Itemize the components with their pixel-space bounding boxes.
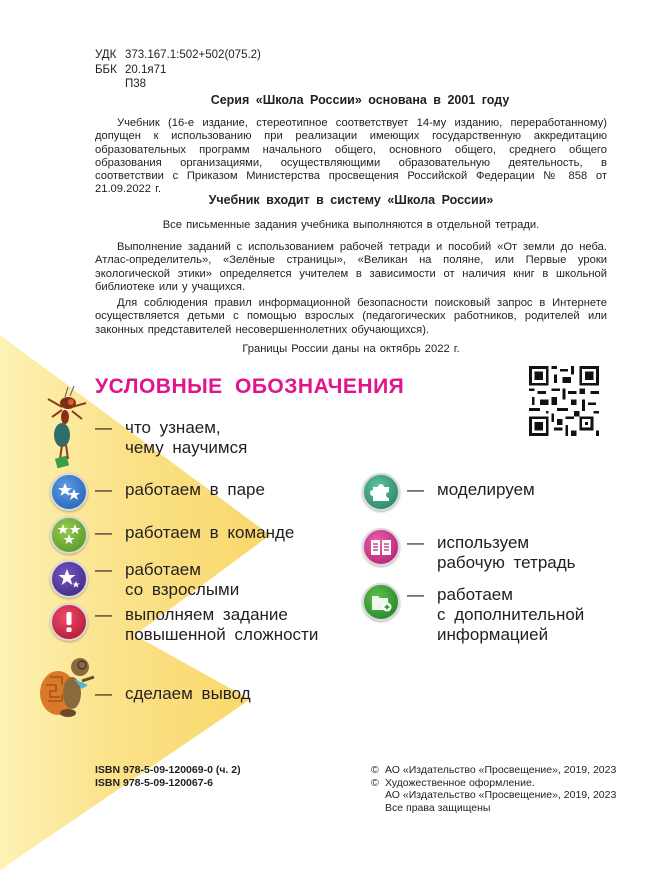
turtle-mascot-icon <box>38 655 98 725</box>
copyright-line: АО «Издательство «Просвещение», 2019, 2023 <box>385 789 617 801</box>
legend-text-line3: информацией <box>437 625 549 644</box>
legend-item-pair-work <box>95 480 265 500</box>
dash: — <box>95 523 112 542</box>
workbook-icon <box>362 528 400 566</box>
dash: — <box>407 585 424 604</box>
series-title: Серия «Школа России» основана в 2001 году <box>210 93 510 107</box>
dash: — <box>407 533 424 552</box>
copyright-line: АО «Издательство «Просвещение», 2019, 2023 <box>385 764 617 776</box>
exclamation-icon <box>50 603 88 641</box>
legend-text: сделаем вывод <box>125 684 251 703</box>
system-title: Учебник входит в систему «Школа России» <box>208 193 494 207</box>
copyright-icon: © <box>371 776 379 789</box>
legend-item-with-adults <box>95 560 239 600</box>
copyright-block <box>371 764 616 814</box>
three-stars-icon <box>50 516 88 554</box>
classification-codes <box>95 48 261 92</box>
legend-text-line1: работаем <box>437 585 513 604</box>
legend-text-line2: повышенной сложности <box>125 625 319 644</box>
written-tasks-paragraph: Все письменные задания учебника выполняются в отдельной тетради. <box>162 219 540 231</box>
legend-text-line1: работаем <box>125 560 201 579</box>
folder-plus-icon <box>362 583 400 621</box>
legend-item-conclusion <box>95 684 251 704</box>
legend-item-additional-info <box>407 585 584 645</box>
qr-code-icon[interactable] <box>529 366 599 436</box>
workbook-usage-paragraph: Выполнение заданий с использованием рабочей тетради и пособий «От земли до неба. Атлас-определитель», «Зелёные страницы», «Великан на поляне, или Первые уроки экологической этики» определяется учителем в зависимости от наличия книг в школьной библиотеке или у учащихся. <box>95 241 607 293</box>
dash: — <box>95 684 112 703</box>
legend-item-team-work <box>95 523 294 543</box>
legend-text-line2: чему научимся <box>125 438 248 457</box>
internet-safety-paragraph: Для соблюдения правил информационной безопасности поисковый запрос в Интернете осуществляется детьми с помощью взрослых (педагогических работников, родителей или законных представителей несовершеннолетних обучающихся). <box>95 297 607 336</box>
legend-text: работаем в паре <box>125 480 265 499</box>
bbk-label: ББК <box>95 63 117 76</box>
bbk-value: 20.1я71 <box>125 63 167 76</box>
legend-item-workbook <box>407 533 576 573</box>
udk-value: 373.167.1:502+502(075.2) <box>125 49 261 61</box>
legend-text-line2: со взрослыми <box>125 580 240 599</box>
legend-text: работаем в команде <box>125 523 295 542</box>
copyright-line: Художественное оформление. <box>385 776 535 789</box>
star-adult-icon <box>50 560 88 598</box>
legend-text-line2: рабочую тетрадь <box>437 553 576 572</box>
approval-paragraph: Учебник (16-е издание, стереотипное соответствует 14-му изданию, переработанному) допущен к использованию при реализации имеющих государственную аккредитацию образовательных программ начального общего, основного общего, среднего общего образования организациями, осуществляющими образовательную деятельность, в соответствии с Приказом Министерства просвещения Российской Федерации № 858 от 21.09.2022 г. <box>95 117 607 196</box>
udk-label: УДК <box>95 49 117 61</box>
legend-item-advanced-task <box>95 605 318 645</box>
dash: — <box>95 480 112 499</box>
legend-text: моделируем <box>437 480 535 499</box>
legend-title: УСЛОВНЫЕ ОБОЗНАЧЕНИЯ <box>95 375 405 398</box>
legend-item-learn <box>95 418 247 458</box>
author-mark: П38 <box>125 78 147 90</box>
ant-mascot-icon <box>38 383 93 473</box>
copyright-icon: © <box>371 764 379 776</box>
borders-note: Границы России даны на октябрь 2022 г. <box>242 343 460 355</box>
isbn-block <box>95 764 241 789</box>
rights-reserved: Все права защищены <box>385 801 491 814</box>
isbn-part: ISBN 978-5-09-120069-0 (ч. 2) <box>95 764 241 776</box>
legend-text-line1: выполняем задание <box>125 605 288 624</box>
legend-text-line1: используем <box>437 533 530 552</box>
dash: — <box>95 560 112 579</box>
isbn-set: ISBN 978-5-09-120067-6 <box>95 776 213 789</box>
legend-text-line2: с дополнительной <box>437 605 585 624</box>
legend-text-line1: что узнаем, <box>125 418 221 437</box>
puzzle-icon <box>362 473 400 511</box>
dash: — <box>407 480 424 499</box>
two-stars-icon <box>50 473 88 511</box>
legend-item-modeling <box>407 480 535 500</box>
dash: — <box>95 605 112 624</box>
dash: — <box>95 418 112 437</box>
